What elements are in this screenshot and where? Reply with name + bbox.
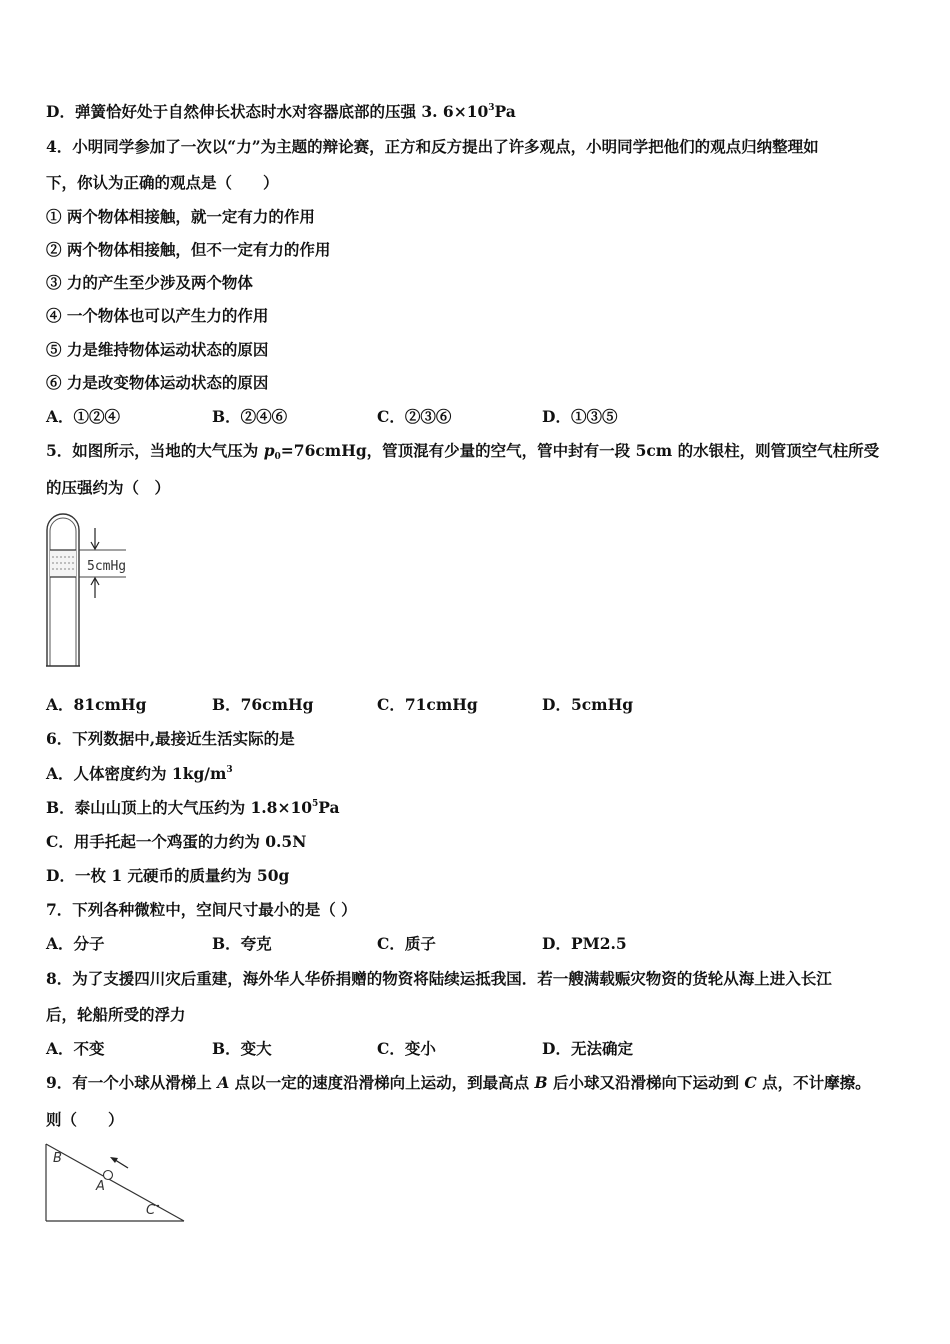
q6-stem: 6．下列数据中,最接近生活实际的是 [46,729,295,748]
q4-item-4: ④ 一个物体也可以产生力的作用 [46,306,269,325]
q3-option-d: D．弹簧恰好处于自然伸长状态时水对容器底部的压强 3. $6\times 10^3Pa$ [46,102,516,121]
q4-option-b: B．②④⑥ [212,407,288,426]
q4-stem-line2: 下，你认为正确的观点是（ ） [46,173,279,192]
q5-option-b: B．76cmHg [212,695,314,714]
q9-stem-line1: 9．有一个小球从滑梯上 A 点以一定的速度沿滑梯向上运动，到最高点 B 后小球又沿滑梯向下运动到 C 点，不计摩擦。 [46,1073,871,1092]
q4-option-d: D．①③⑤ [542,407,618,426]
q8-option-c: C．变小 [377,1039,436,1058]
q4-stem-line1: 4．小明同学参加了一次以“力”为主题的辩论赛，正方和反方提出了许多观点，小明同学把他们的观点归纳整理如 [46,137,819,156]
q9-stem-line2: 则（ ） [46,1110,124,1129]
q8-stem-line1: 8．为了支援四川灾后重建，海外华人华侨捐赠的物资将陆续运抵我国．若一艘满载赈灾物资的货轮从海上进入长江 [46,969,832,988]
q9-label-c: C [146,1203,156,1218]
q5-figure-label: 5cmHg [87,559,127,574]
q8-option-a: A．不变 [46,1039,105,1058]
q6-option-d: D．一枚 1 元硬币的质量约为 50g [46,866,290,885]
q4-item-5: ⑤ 力是维持物体运动状态的原因 [46,340,269,359]
q4-option-c: C．②③⑥ [377,407,452,426]
q5-stem-line2: 的压强约为（ ） [46,478,171,497]
q4-item-1: ① 两个物体相接触，就一定有力的作用 [46,207,315,226]
q7-option-a: A．分子 [46,934,105,953]
q5-option-d: D．5cmHg [542,695,634,714]
q7-stem: 7．下列各种微粒中，空间尺寸最小的是（ ） [46,900,357,919]
q4-option-a: A．①②④ [46,407,121,426]
q8-option-b: B．变大 [212,1039,272,1058]
q8-stem-line2: 后，轮船所受的浮力 [46,1005,186,1024]
q9-label-a: A [96,1179,105,1194]
q6-option-b: B．泰山山顶上的大气压约为 $1.8\times 10^5Pa$ [46,798,340,817]
q5-tube-figure [40,508,150,670]
q8-option-d: D．无法确定 [542,1039,633,1058]
q4-item-3: ③ 力的产生至少涉及两个物体 [46,273,253,292]
q4-item-2: ② 两个物体相接触，但不一定有力的作用 [46,240,331,259]
q5-option-a: A．81cmHg [46,695,147,714]
q5-option-c: C．71cmHg [377,695,478,714]
q9-label-b: B [53,1151,62,1166]
q7-option-b: B．夸克 [212,934,272,953]
q7-option-d: D．PM2.5 [542,934,627,953]
q9-slide-figure [40,1138,190,1226]
q4-item-6: ⑥ 力是改变物体运动状态的原因 [46,373,269,392]
q7-option-c: C．质子 [377,934,436,953]
q6-option-a: A．人体密度约为 $1kg/m^3$ [46,764,233,783]
q6-option-c: C．用手托起一个鸡蛋的力约为 0.5N [46,832,307,851]
q5-stem-line1: 5．如图所示，当地的大气压为 $p_0=76cmHg$，管顶混有少量的空气，管中封有一段 5cm 的水银柱，则管顶空气柱所受 [46,441,880,462]
